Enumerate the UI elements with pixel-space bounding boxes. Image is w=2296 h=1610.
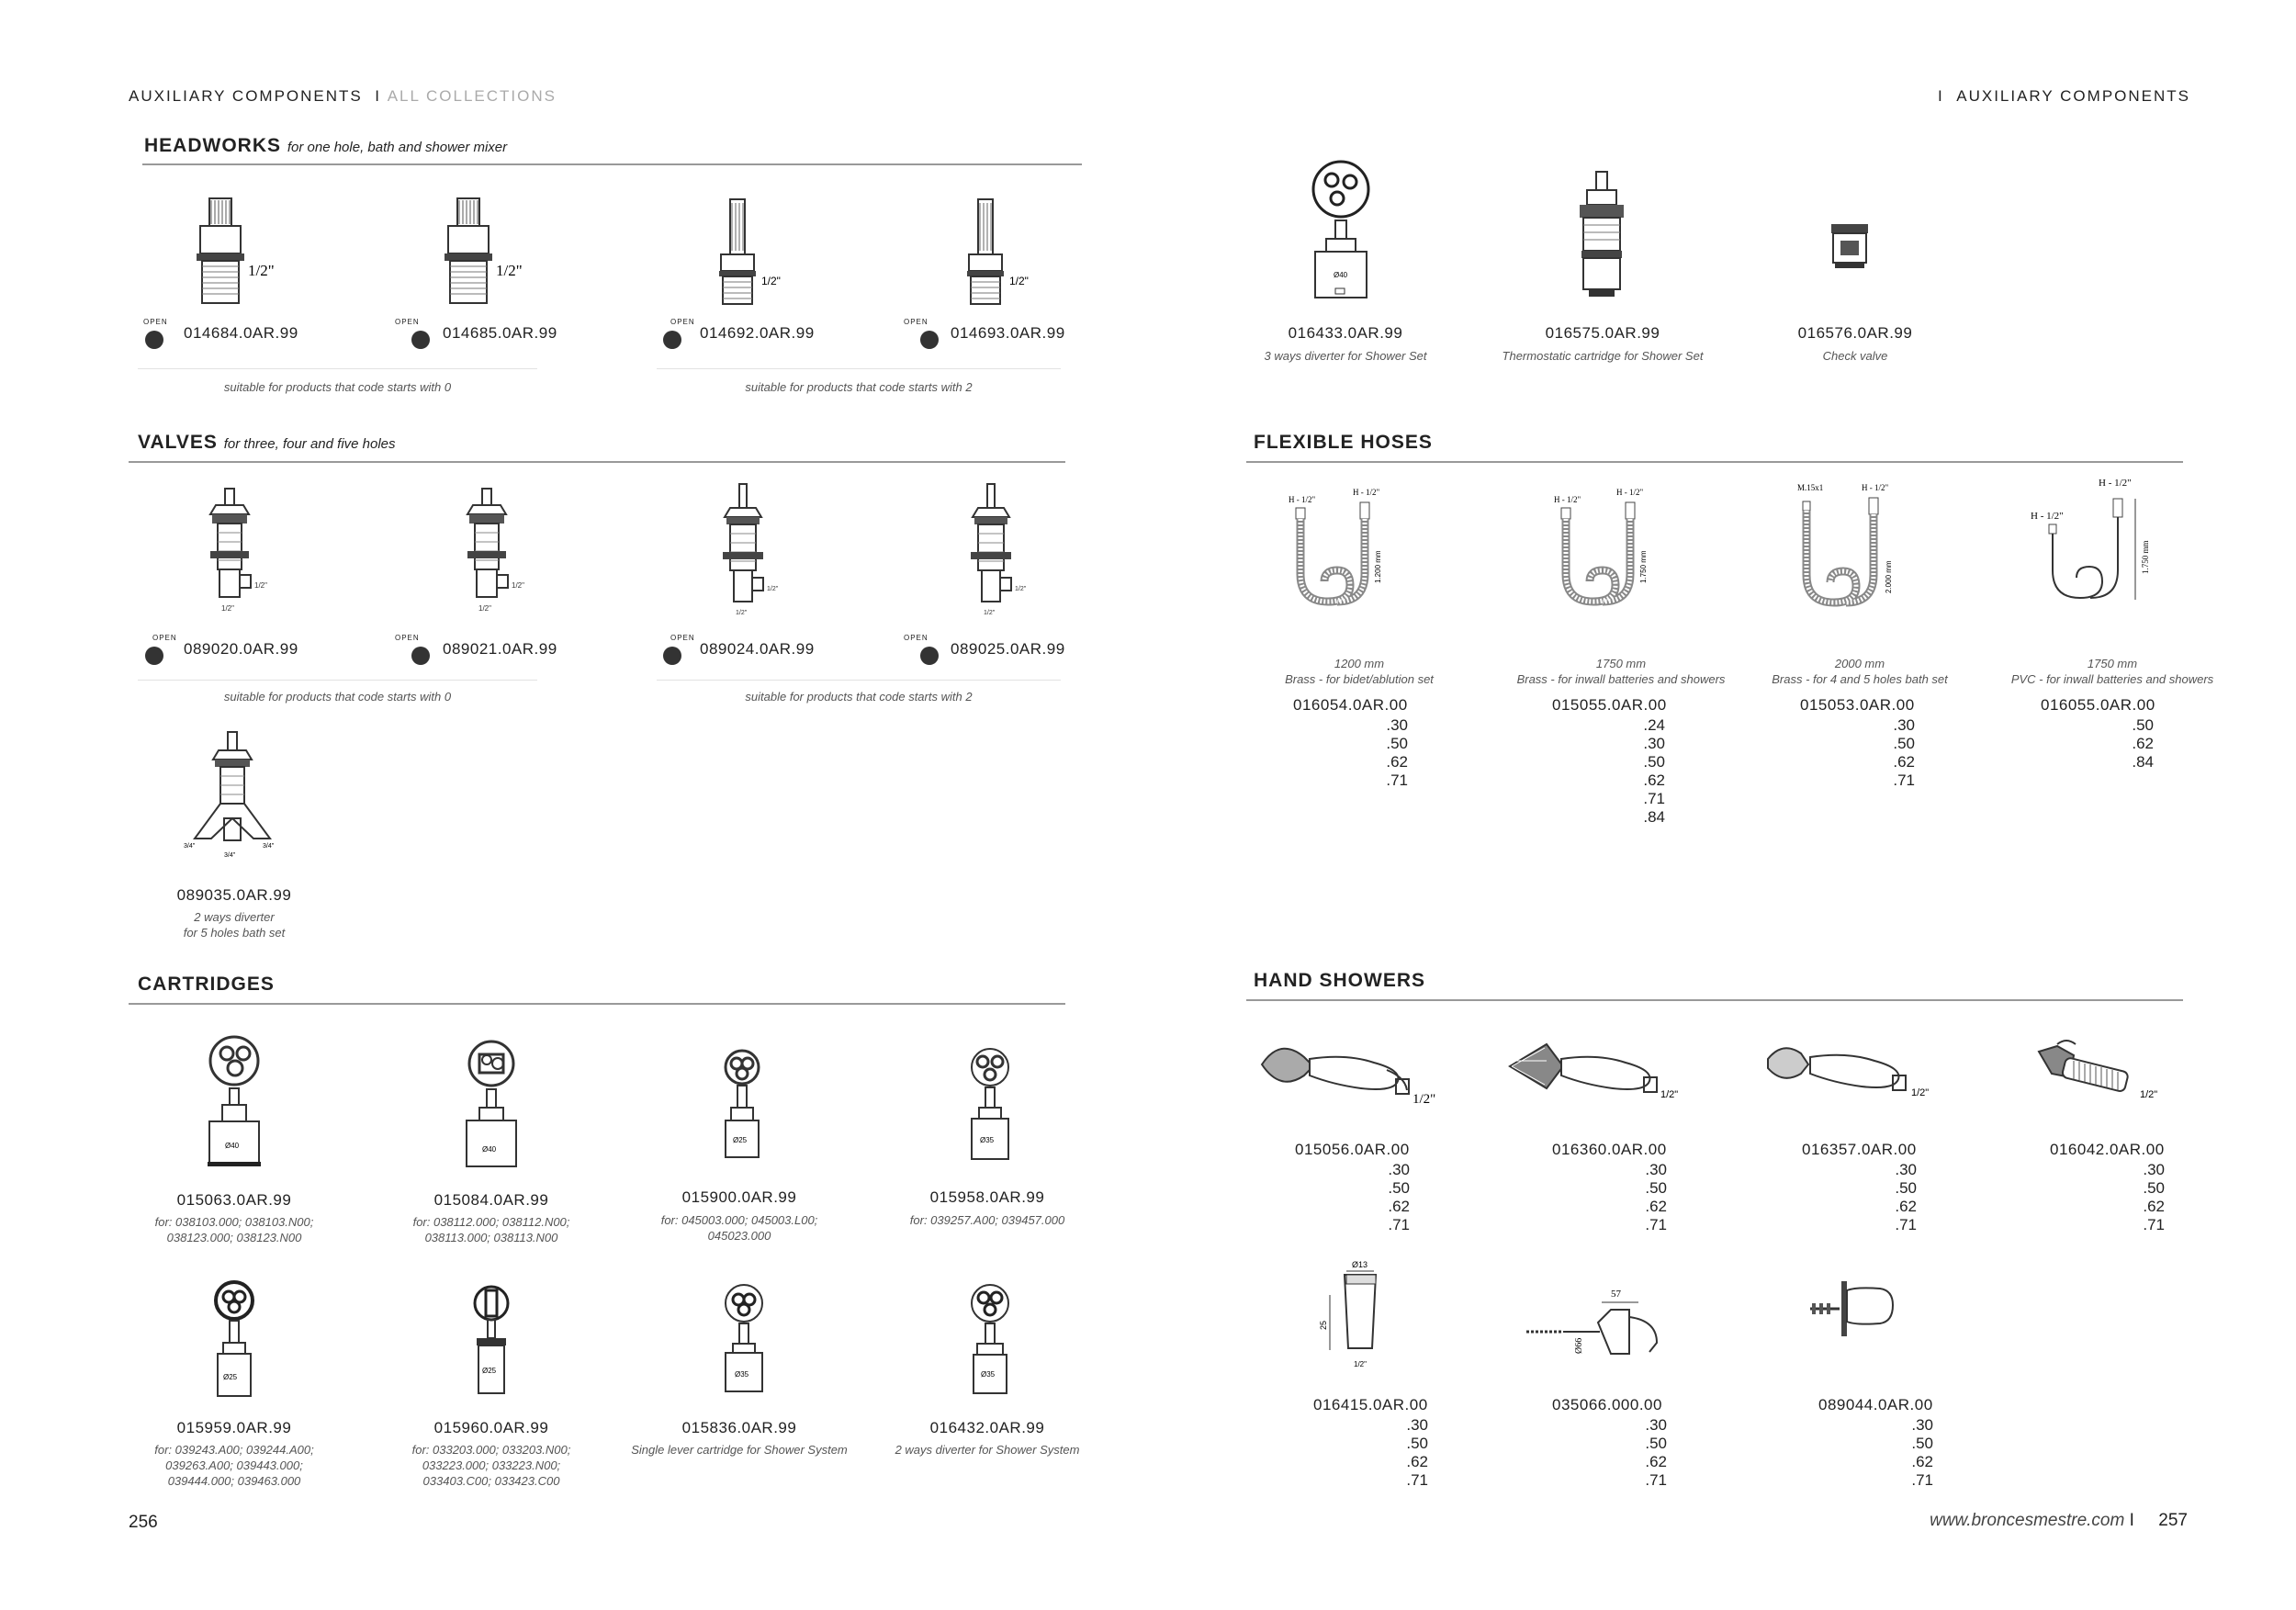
- svg-text:Ø40: Ø40: [1334, 271, 1348, 279]
- svg-text:1/2": 1/2": [1412, 1092, 1436, 1107]
- compatible-codes: 045023.000: [707, 1229, 771, 1243]
- svg-text:1/2": 1/2": [767, 586, 779, 592]
- cartridge-icon: [450, 1038, 533, 1185]
- finish-list: .30 .50 .62 .71: [1893, 716, 1915, 789]
- svg-text:1/2": 1/2": [1911, 1087, 1930, 1098]
- product-description: 2 ways diverter for Shower System: [895, 1443, 1080, 1457]
- cartridge-icon: [705, 1047, 779, 1180]
- running-header-right: I AUXILIARY COMPONENTS: [1938, 87, 2190, 105]
- svg-text:1/2": 1/2": [254, 581, 267, 590]
- product-description: Thermostatic cartridge for Shower Set: [1502, 349, 1704, 363]
- svg-text:1/2": 1/2": [248, 262, 275, 279]
- divider: [1246, 999, 2183, 1001]
- valve-icon: [197, 487, 280, 625]
- finish-list: .24 .30 .50 .62 .71 .84: [1643, 716, 1665, 826]
- finish-list: .50 .62 .84: [2132, 716, 2154, 771]
- website-link[interactable]: www.broncesmestre.com: [1930, 1511, 2125, 1530]
- footer-right: www.broncesmestre.com I 257: [1930, 1511, 2188, 1530]
- product-code: 015958.0AR.99: [929, 1188, 1045, 1206]
- compatible-codes: for: 038103.000; 038103.N00;: [154, 1215, 314, 1229]
- compatible-codes: for: 045003.000; 045003.L00;: [660, 1213, 818, 1227]
- cartridge-icon: [953, 1047, 1027, 1180]
- product-code: 089024.0AR.99: [700, 640, 815, 658]
- product-code: 015959.0AR.99: [176, 1419, 292, 1436]
- svg-text:3/4": 3/4": [224, 852, 236, 859]
- product-code: 016575.0AR.99: [1545, 324, 1660, 342]
- svg-text:1/2": 1/2": [1015, 586, 1027, 592]
- svg-text:3/4": 3/4": [184, 843, 196, 850]
- note: suitable for products that code starts with 2: [745, 380, 973, 394]
- svg-text:1.200 mm: 1.200 mm: [1374, 550, 1382, 583]
- page-number-right: 257: [2158, 1511, 2188, 1530]
- product-description: for 5 holes bath set: [183, 926, 286, 940]
- hand-showers-title: HAND SHOWERS: [1254, 970, 1426, 991]
- product-code: 016054.0AR.00: [1293, 696, 1408, 714]
- svg-text:H - 1/2": H - 1/2": [2099, 478, 2132, 489]
- divider: [129, 461, 1065, 463]
- cartridge-icon: [707, 1281, 781, 1419]
- divider: [142, 163, 1082, 165]
- compatible-codes: 038123.000; 038123.N00: [166, 1231, 302, 1244]
- product-code: 015836.0AR.99: [681, 1419, 797, 1436]
- hose-description: Brass - for 4 and 5 holes bath set: [1772, 672, 1948, 686]
- svg-text:Ø35: Ø35: [980, 1136, 995, 1144]
- divider: [1246, 461, 2183, 463]
- svg-text:Ø66: Ø66: [1574, 1337, 1584, 1354]
- note: suitable for products that code starts with 0: [223, 690, 452, 704]
- hand-shower-icon: [2020, 1033, 2186, 1116]
- svg-text:Ø35: Ø35: [981, 1370, 996, 1379]
- product-description: Single lever cartridge for Shower System: [631, 1443, 848, 1457]
- finish-list: .30 .50 .62 .71: [1895, 1161, 1917, 1233]
- svg-text:Ø25: Ø25: [223, 1373, 238, 1381]
- cartridges-title: CARTRIDGES: [138, 974, 275, 995]
- product-code: 015084.0AR.99: [433, 1191, 549, 1209]
- compatible-codes: 039444.000; 039463.000: [167, 1474, 301, 1488]
- compatible-codes: 038113.000; 038113.N00: [424, 1231, 558, 1244]
- shower-arm-icon: [1525, 1286, 1690, 1368]
- hose-length: 1750 mm: [1595, 657, 1647, 670]
- valve-icon: [960, 482, 1042, 625]
- svg-text:1/2": 1/2": [1354, 1360, 1367, 1368]
- finish-list: .30 .50 .62 .71: [1386, 716, 1408, 789]
- svg-text:Ø25: Ø25: [733, 1136, 748, 1144]
- flexible-hoses-title: FLEXIBLE HOSES: [1254, 432, 1433, 453]
- svg-text:1.750 mm: 1.750 mm: [1639, 550, 1648, 583]
- svg-text:57: 57: [1611, 1289, 1621, 1300]
- open-direction-icon: OPEN: [654, 634, 709, 670]
- svg-text:2.000 mm: 2.000 mm: [1885, 560, 1893, 593]
- compatible-codes: for: 038112.000; 038112.N00;: [412, 1215, 570, 1229]
- hose-description: Brass - for bidet/ablution set: [1285, 672, 1434, 686]
- diverter-icon: [184, 730, 285, 868]
- compatible-codes: for: 033203.000; 033203.N00;: [411, 1443, 571, 1457]
- svg-text:1/2": 1/2": [761, 275, 781, 287]
- compatible-codes: for: 039243.A00; 039244.A00;: [154, 1443, 314, 1457]
- note: suitable for products that code starts with 0: [223, 380, 452, 394]
- wall-hook-icon: [1805, 1272, 1915, 1355]
- product-code: 014692.0AR.99: [700, 324, 815, 342]
- svg-text:1/2": 1/2": [478, 604, 491, 613]
- svg-text:H - 1/2": H - 1/2": [1862, 483, 1889, 492]
- divider: [657, 368, 1061, 369]
- svg-text:1.750 mm: 1.750 mm: [2141, 540, 2150, 574]
- page-number-left: 256: [129, 1513, 158, 1532]
- hose-icon: [1543, 482, 1681, 620]
- headwork-valve-icon: [712, 197, 804, 326]
- hand-shower-icon: [1759, 1033, 1952, 1116]
- svg-text:H - 1/2": H - 1/2": [1353, 488, 1380, 497]
- product-code: 015053.0AR.00: [1800, 696, 1915, 714]
- valve-icon: [712, 482, 794, 625]
- hose-length: 1200 mm: [1334, 657, 1385, 670]
- hose-icon: [1795, 478, 1933, 620]
- hose-icon: [2025, 473, 2181, 620]
- divider: [657, 680, 1061, 681]
- product-description: Check valve: [1822, 349, 1888, 363]
- product-code: 015056.0AR.00: [1295, 1141, 1410, 1158]
- divider: [138, 680, 537, 681]
- cartridge-icon: [197, 1277, 271, 1414]
- finish-list: .30 .50 .62 .71: [2143, 1161, 2165, 1233]
- diverter-cartridge-icon: [1295, 156, 1387, 312]
- open-direction-icon: OPEN: [393, 634, 448, 670]
- product-code: 016357.0AR.00: [1802, 1141, 1917, 1158]
- open-direction-icon: OPEN: [902, 318, 957, 355]
- compatible-codes: 033403.C00; 033423.C00: [422, 1474, 560, 1488]
- svg-text:1/2": 1/2": [984, 610, 996, 616]
- svg-text:Ø35: Ø35: [735, 1370, 749, 1379]
- headworks-title: HEADWORKS for one hole, bath and shower mixer: [144, 135, 508, 156]
- product-code: 015063.0AR.99: [176, 1191, 292, 1209]
- svg-text:1/2": 1/2": [736, 610, 748, 616]
- svg-text:1/2": 1/2": [512, 581, 524, 590]
- svg-text:3/4": 3/4": [263, 843, 275, 850]
- product-code: 014693.0AR.99: [951, 324, 1065, 342]
- product-code: 089021.0AR.99: [443, 640, 557, 658]
- divider: [129, 1003, 1065, 1005]
- product-code: 016433.0AR.99: [1288, 324, 1403, 342]
- product-code: 016042.0AR.00: [2050, 1141, 2165, 1158]
- product-code: 015960.0AR.99: [433, 1419, 549, 1436]
- svg-text:Ø40: Ø40: [225, 1142, 240, 1150]
- svg-text:Ø25: Ø25: [482, 1367, 497, 1375]
- svg-text:1/2": 1/2": [1009, 275, 1029, 287]
- hand-shower-icon: [1506, 1033, 1699, 1116]
- product-description: 3 ways diverter for Shower Set: [1264, 349, 1427, 363]
- note: suitable for products that code starts with 2: [745, 690, 973, 704]
- product-description: 2 ways diverter: [194, 910, 275, 924]
- cartridge-icon: [193, 1033, 276, 1185]
- valves-title: VALVES for three, four and five holes: [138, 432, 396, 453]
- svg-text:H - 1/2": H - 1/2": [2031, 511, 2064, 522]
- finish-list: .30 .50 .62 .71: [1645, 1161, 1667, 1233]
- svg-text:1/2": 1/2": [221, 604, 234, 613]
- open-direction-icon: OPEN: [654, 318, 709, 355]
- compatible-codes: for: 039257.A00; 039457.000: [909, 1213, 1065, 1227]
- hose-length: 2000 mm: [1834, 657, 1885, 670]
- product-code: 015055.0AR.00: [1552, 696, 1667, 714]
- open-direction-icon: OPEN: [136, 318, 191, 355]
- product-code: 089035.0AR.99: [176, 886, 292, 904]
- valve-icon: [455, 487, 537, 625]
- hose-description: PVC - for inwall batteries and showers: [2010, 672, 2214, 686]
- product-code: 016432.0AR.99: [929, 1419, 1045, 1436]
- svg-text:1/2": 1/2": [496, 262, 523, 279]
- finish-list: .30 .50 .62 .71: [1911, 1416, 1933, 1489]
- svg-text:25: 25: [1319, 1320, 1328, 1330]
- svg-text:Ø13: Ø13: [1352, 1260, 1368, 1269]
- product-code: 035066.000.00: [1552, 1396, 1662, 1413]
- product-code: 016055.0AR.00: [2041, 696, 2155, 714]
- product-code: 016415.0AR.00: [1313, 1396, 1428, 1413]
- headwork-valve-icon: [432, 193, 533, 331]
- thermostatic-cartridge-icon: [1561, 170, 1644, 308]
- product-code: 016576.0AR.99: [1797, 324, 1913, 342]
- hose-length: 1750 mm: [2087, 657, 2138, 670]
- product-code: 014685.0AR.99: [443, 324, 557, 342]
- svg-text:1/2": 1/2": [1660, 1089, 1679, 1100]
- headwork-valve-icon: [184, 193, 285, 331]
- product-code: 015900.0AR.99: [681, 1188, 797, 1206]
- compatible-codes: 039263.A00; 039443.000;: [165, 1458, 303, 1472]
- svg-text:Ø40: Ø40: [482, 1145, 497, 1154]
- svg-text:H - 1/2": H - 1/2": [1554, 495, 1581, 504]
- hose-description: Brass - for inwall batteries and showers: [1516, 672, 1726, 686]
- product-code: 014684.0AR.99: [184, 324, 298, 342]
- svg-text:M.15x1: M.15x1: [1797, 483, 1824, 492]
- product-code: 089020.0AR.99: [184, 640, 298, 658]
- open-direction-icon: OPEN: [393, 318, 448, 355]
- shower-holder-icon: [1313, 1258, 1405, 1378]
- headwork-valve-icon: [960, 197, 1052, 326]
- svg-text:H - 1/2": H - 1/2": [1616, 488, 1644, 497]
- svg-text:H - 1/2": H - 1/2": [1289, 495, 1316, 504]
- finish-list: .30 .50 .62 .71: [1406, 1416, 1428, 1489]
- divider: [138, 368, 537, 369]
- open-direction-icon: OPEN: [136, 634, 191, 670]
- open-direction-icon: OPEN: [902, 634, 957, 670]
- finish-list: .30 .50 .62 .71: [1645, 1416, 1667, 1489]
- cartridge-icon: [953, 1281, 1027, 1419]
- svg-text:1/2": 1/2": [2140, 1089, 2158, 1100]
- hose-icon: [1281, 482, 1419, 620]
- running-header-left: AUXILIARY COMPONENTS I ALL COLLECTIONS: [129, 87, 557, 105]
- compatible-codes: 033223.000; 033223.N00;: [422, 1458, 561, 1472]
- finish-list: .30 .50 .62 .71: [1388, 1161, 1410, 1233]
- product-code: 089025.0AR.99: [951, 640, 1065, 658]
- hand-shower-icon: [1258, 1033, 1451, 1116]
- check-valve-icon: [1828, 220, 1874, 276]
- cartridge-icon: [455, 1281, 528, 1419]
- product-code: 089044.0AR.00: [1818, 1396, 1933, 1413]
- product-code: 016360.0AR.00: [1552, 1141, 1667, 1158]
